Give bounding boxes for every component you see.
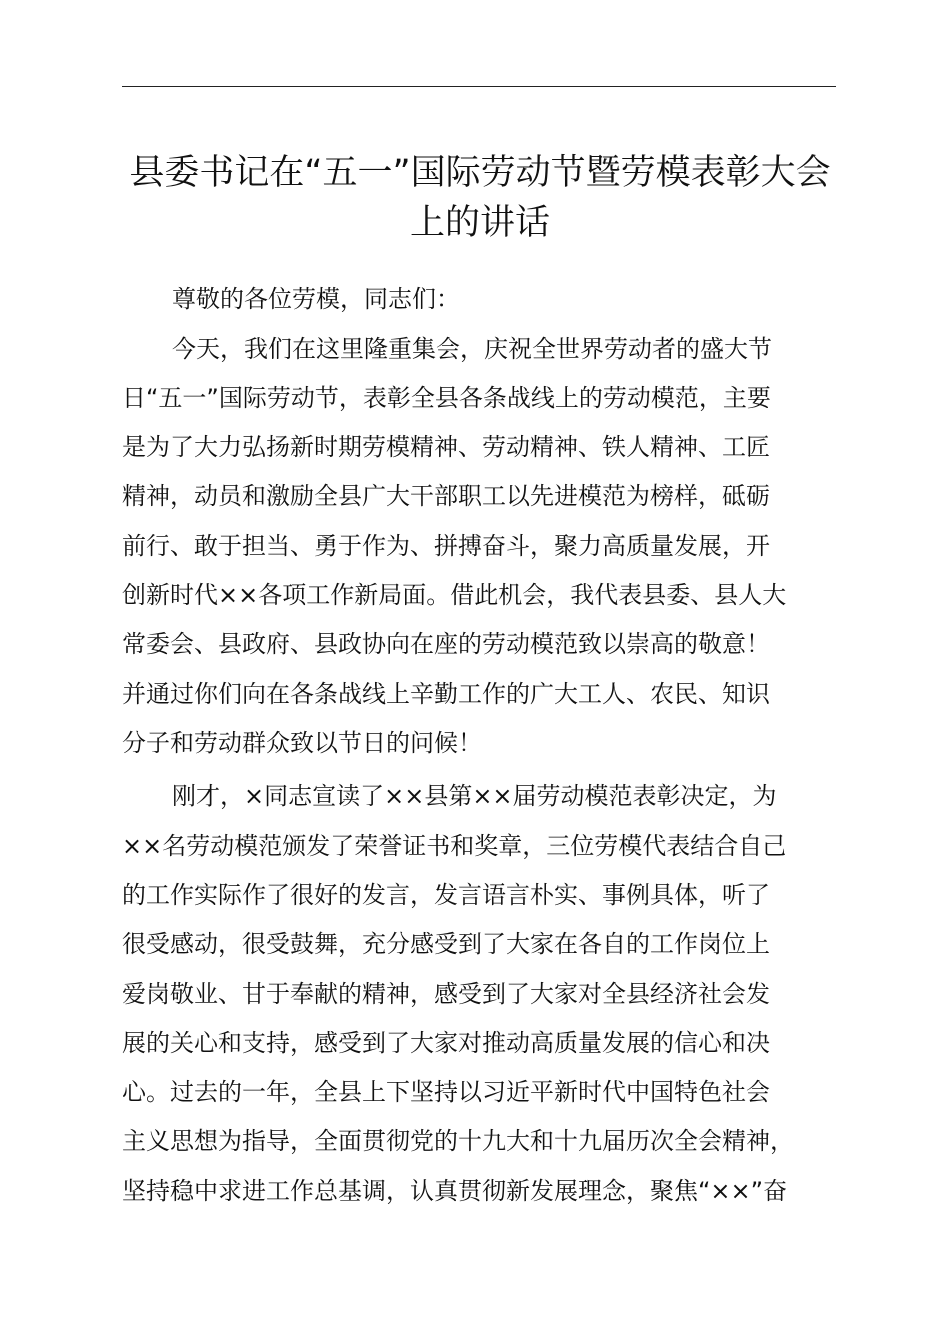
body-line: 坚持稳中求进工作总基调，认真贯彻新发展理念，聚焦“××”奋 <box>122 1177 788 1205</box>
header-rule <box>122 86 836 87</box>
body-line: 创新时代××各项工作新局面。借此机会，我代表县委、县人大 <box>122 581 787 609</box>
body-line: 并通过你们向在各条战线上辛勤工作的广大工人、农民、知识 <box>122 680 770 708</box>
body-line: 的工作实际作了很好的发言，发言语言朴实、事例具体，听了 <box>122 881 770 909</box>
salutation: 尊敬的各位劳模，同志们： <box>172 285 460 313</box>
body-line: 刚才，×同志宣读了××县第××届劳动模范表彰决定，为 <box>172 782 777 810</box>
title-line-2: 上的讲话 <box>409 203 550 243</box>
body-line: 主义思想为指导，全面贯彻党的十九大和十九届历次全会精神， <box>122 1127 794 1155</box>
body-line: 常委会、县政府、县政协向在座的劳动模范致以崇高的敬意！ <box>122 630 770 658</box>
body-line: 很受感动，很受鼓舞，充分感受到了大家在各自的工作岗位上 <box>122 930 770 958</box>
body-line: 今天，我们在这里隆重集会，庆祝全世界劳动者的盛大节 <box>172 335 772 363</box>
body-line: 分子和劳动群众致以节日的问候！ <box>122 729 482 757</box>
body-line: 精神，动员和激励全县广大干部职工以先进模范为榜样，砥砺 <box>122 482 770 510</box>
body-line: ××名劳动模范颁发了荣誉证书和奖章，三位劳模代表结合自己 <box>122 832 787 860</box>
body-line: 前行、敢于担当、勇于作为、拼搏奋斗，聚力高质量发展，开 <box>122 532 770 560</box>
body-line: 爱岗敬业、甘于奉献的精神，感受到了大家对全县经济社会发 <box>122 980 770 1008</box>
body-line: 日“五一”国际劳动节，表彰全县各条战线上的劳动模范，主要 <box>122 384 771 412</box>
body-line: 是为了大力弘扬新时期劳模精神、劳动精神、铁人精神、工匠 <box>122 433 770 461</box>
body-line: 心。过去的一年，全县上下坚持以习近平新时代中国特色社会 <box>122 1078 770 1106</box>
title-line-1: 县委书记在“五一”国际劳动节暨劳模表彰大会 <box>129 153 831 193</box>
body-line: 展的关心和支持，感受到了大家对推动高质量发展的信心和决 <box>122 1029 770 1057</box>
